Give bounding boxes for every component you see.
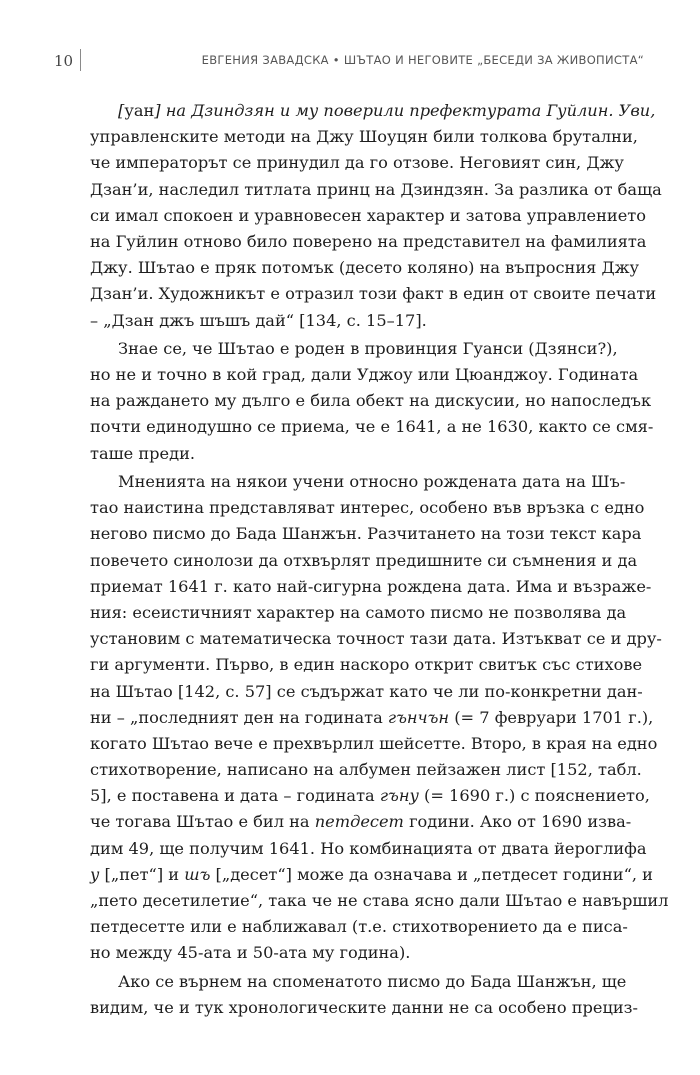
italic-term: у [90,864,100,884]
text-line [90,469,626,495]
text-line [90,809,632,835]
text-line [90,862,653,888]
text-line [90,177,662,203]
paragraph [90,969,638,1021]
text-run: дим 49, ще получим 1641. Но комбинацията от двата йероглифа [90,838,647,858]
text-run: стихотворение, написано на албумен пейзажен лист [152, табл. [90,760,642,780]
text-line [90,229,647,255]
text-run: повечето синолози да отхвърлят предишните си съмнения и да [90,550,638,570]
text-line [90,336,618,362]
text-line [90,521,642,547]
text-run: на Гуйлин отново било поверено на представител на фамилията [90,231,647,251]
text-run: установим с математическа точност тази дата. Изтъкват се и дру- [90,629,662,649]
text-line [90,836,647,862]
text-run: ния: есеистичният характер на самото писмо не позволява да [90,602,627,622]
text-run: уан [124,101,155,120]
text-line [90,255,640,281]
text-run: когато Шътао вече е прехвърлил шейсетте. Второ, в края на едно [90,733,658,753]
paragraph [90,336,654,467]
text-run: (= 7 февруари 1701 г.), [449,707,654,727]
page-number-divider [80,49,81,71]
text-run: на Шътао [142, с. 57] се съдържат като че ли по-конкретни дан- [90,681,643,701]
page-header [54,44,644,74]
text-run: (= 1690 г.) с пояснението, [418,786,650,806]
italic-term: петдесет [314,812,404,832]
italic-term: [ [118,101,125,120]
text-line [90,995,638,1021]
text-line [90,281,657,307]
text-run: управленските методи на Джу Шоуцян били толкова брутални, [90,127,638,147]
text-run: – „Дзан джъ шъшъ дай“ [134, с. 15–17]. [90,310,427,330]
text-run: Джу. Шътао е пряк потомък (десето коляно) на въпросния Джу [90,258,640,278]
text-line [90,441,610,467]
text-line [90,940,610,966]
text-run: на раждането му дълго е била обект на дискусии, но напоследък [90,391,652,411]
text-run: 5], е поставена и дата – годината [90,786,380,806]
text-run: Дзан’и, наследил титлата принц на Дзиндзян. За разлика от баща [90,179,662,199]
text-run: Дзан’и. Художникът е отразил този факт в един от своите печати [90,284,657,304]
text-run: негово писмо до Бада Шанжън. Разчитането на този текст кара [90,524,642,544]
text-line [90,548,638,574]
text-run: Мненията на някои учени относно рождената дата на Шъ- [118,472,626,491]
text-run: Знае се, че Шътао е роден в провинция Гуанси (Дзянси?), [118,338,618,358]
text-run: таше преди. [90,443,196,463]
text-line [90,888,669,914]
text-run: но между 45-ата и 50-ата му година). [90,943,411,963]
paragraph [90,469,669,967]
text-line [90,388,652,414]
text-run: [„пет“] и [99,864,185,884]
text-line [90,969,627,995]
italic-term: гънчън [387,707,450,727]
text-line [90,914,628,940]
text-line [90,679,643,705]
text-line [90,495,645,521]
text-line [90,150,624,176]
paragraph [90,98,662,334]
body-text [90,98,669,1021]
text-run: „пето десетилетие“, така че не става ясно дали Шътао е навършил [90,891,669,910]
text-line [90,783,650,809]
text-line [90,203,646,229]
text-run: петдесетте или е наближавал (т.е. стихотворението да е писа- [90,917,628,937]
text-run: но не и точно в кой град, дали Уджоу или Цюанджоу. Годината [90,365,639,385]
text-run: ги аргументи. Първо, в един наскоро открит свитък със стихове [90,655,643,675]
text-run: ни – „последният ден на годината [90,707,388,727]
text-line [90,626,662,652]
text-line [90,652,643,678]
text-run: приемат 1641 г. като най-сигурна рождена дата. Има и възраже- [90,576,652,596]
text-line [90,124,638,150]
text-run: [„десет“] може да означава и „петдесет години“, и [210,864,653,884]
text-line [90,757,642,783]
text-run: почти единодушно се приема, че е 1641, а не 1630, както се смя- [90,417,654,437]
italic-term: шъ [184,864,211,884]
italic-term: ] на Дзиндзян и му поверили префектурата Гуйлин. Уви, [154,101,656,120]
text-line [90,705,654,731]
text-run: си имал спокоен и уравновесен характер и затова управлението [90,205,646,225]
text-line [90,362,639,388]
text-line [90,600,627,626]
text-line [90,98,656,124]
italic-term: гъну [379,786,419,806]
text-run: че императорът се принудил да го отзове. Неговият син, Джу [90,153,624,173]
text-run: Ако се върнем на споменатото писмо до Бада Шанжън, ще [118,971,627,991]
text-run: години. Ако от 1690 изва- [403,812,632,832]
text-line [90,308,610,334]
page-number: 10 [54,52,74,70]
text-line [90,731,658,757]
text-run: тао наистина представляват интерес, особено във връзка с едно [90,498,645,518]
text-line [90,414,654,440]
text-line [90,574,652,600]
running-title: ЕВГЕНИЯ ЗАВАДСКА • ШЪТАО И НЕГОВИТЕ „БЕСЕДИ ЗА ЖИВОПИСТА“ [201,53,644,67]
text-run: че тогава Шътао е бил на [90,812,315,832]
text-run: видим, че и тук хронологическите данни не са особено прециз- [90,997,638,1017]
